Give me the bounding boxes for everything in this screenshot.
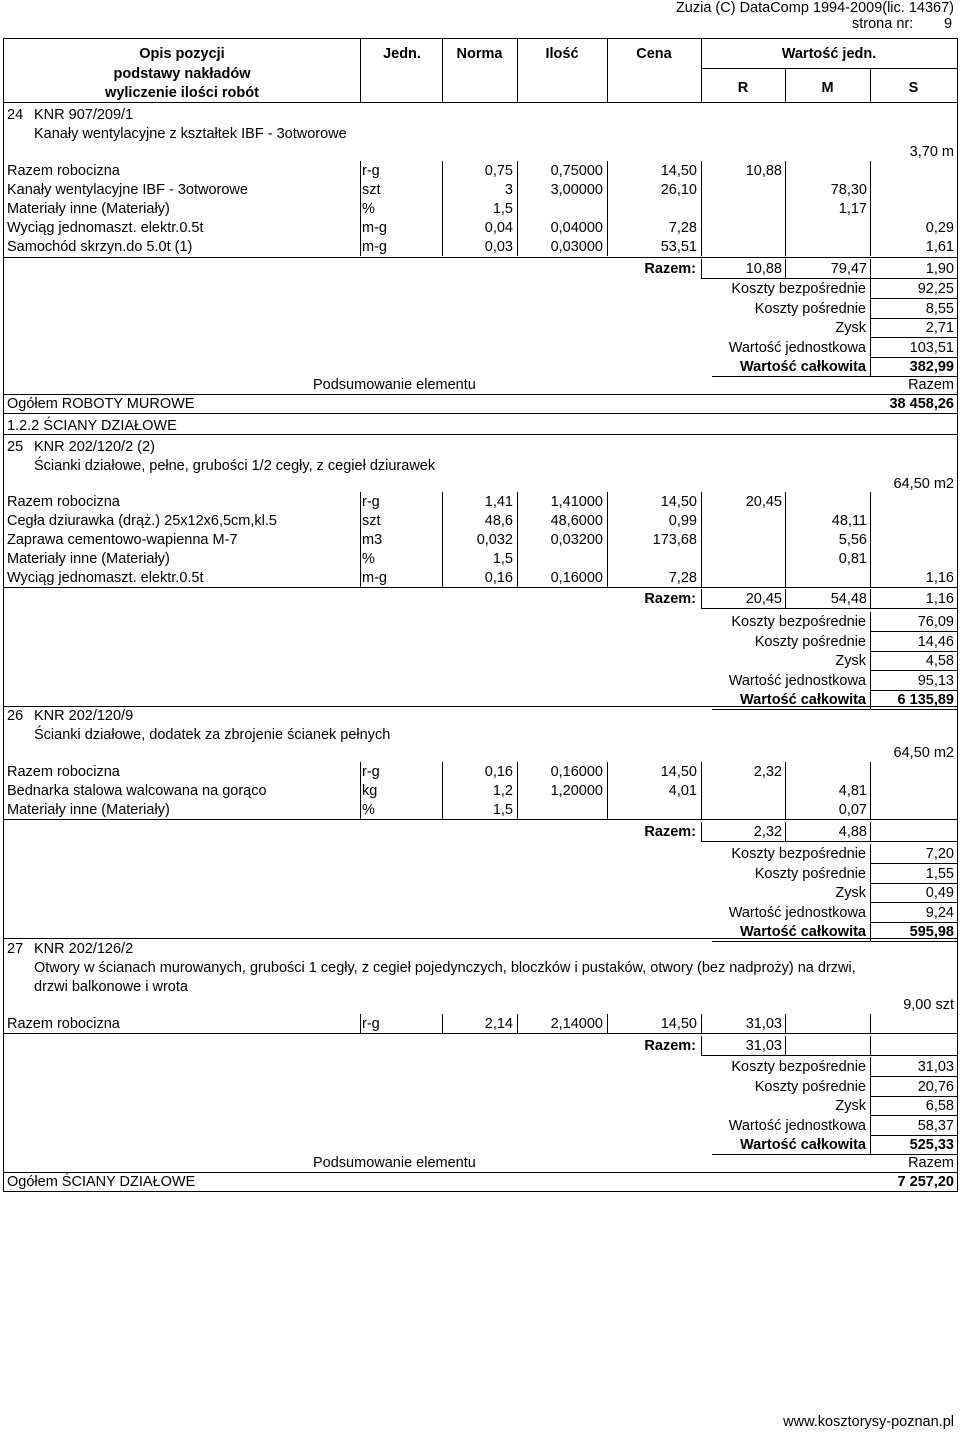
item-norma: 48,6 [484,513,513,529]
item-norma: 0,16 [484,570,513,586]
razem-r: 2,32 [753,824,782,840]
grid-line [870,762,871,819]
item-ilosc: 2,14000 [550,1016,603,1032]
razem-label: Razem: [644,824,696,840]
item-name: Razem robocizna [7,1016,120,1032]
summary-value: 382,99 [909,359,954,375]
summary-label: Wartość całkowita [740,924,866,940]
header-cena: Cena [636,46,672,62]
item-r: 10,88 [745,163,782,179]
grid-line [360,38,361,102]
item-name: Materiały inne (Materiały) [7,802,170,818]
item-name: Materiały inne (Materiały) [7,551,170,567]
position-code: KNR 202/126/2 [34,941,134,957]
program-info: Zuzia (C) DataComp 1994-2009(lic. 14367) [675,0,954,16]
header-wartosc: Wartość jedn. [781,46,877,62]
summary-label: Wartość jednostkowa [728,1117,866,1134]
grid-line [517,161,518,256]
item-name: Razem robocizna [7,163,120,179]
item-unit: % [362,551,375,567]
item-ilosc: 1,41000 [550,494,603,510]
header-jedn: Jedn. [383,46,421,62]
grid-line [360,762,361,819]
grid-line [870,589,871,608]
rule-line [3,102,958,103]
ogolem-value: 38 458,26 [889,396,954,412]
position-description: drzwi balkonowe i wrota [34,979,188,995]
item-m: 48,11 [831,513,867,529]
grid-line [785,259,786,278]
rule-line [701,841,958,842]
razem-m: 4,88 [838,824,867,840]
grid-line [870,651,871,670]
summary-value: 595,98 [909,924,954,940]
grid-line [607,161,608,256]
item-norma: 0,16 [484,764,513,780]
item-m: 5,56 [838,532,867,548]
summary-label: Koszty bezpośrednie [731,1059,866,1075]
item-cena: 53,51 [660,239,697,255]
summary-value: 76,09 [917,614,954,630]
position-description: Ścianki działowe, dodatek za zbrojenie ścianek pełnych [34,727,391,743]
item-unit: r-g [362,1016,380,1032]
grid-line [870,864,871,883]
summary-label: Koszty pośrednie [754,633,866,650]
footer-url: www.kosztorysy-poznan.pl [783,1414,954,1430]
grid-line [785,762,786,819]
razem-r: 10,88 [745,261,782,277]
summary-value: 7,20 [925,846,954,862]
item-ilosc: 1,20000 [550,783,603,799]
header-m: M [821,80,834,96]
summary-value: 14,46 [917,633,954,650]
grid-line [442,762,443,819]
item-norma: 1,2 [492,783,513,799]
summary-label: Koszty bezpośrednie [731,846,866,862]
summary-value: 1,55 [925,865,954,882]
item-name: Samochód skrzyn.do 5.0t (1) [7,239,193,255]
rule-line [3,413,958,414]
position-number: 26 [7,708,24,724]
summary-value: 9,24 [925,904,954,921]
grid-line [607,762,608,819]
position-quantity: 9,00 szt [903,997,954,1013]
grid-line [517,38,518,102]
summary-value: 2,71 [925,320,954,336]
item-cena: 0,99 [668,513,697,529]
item-norma: 1,5 [492,802,513,818]
item-ilosc: 48,6000 [550,513,603,529]
position-description: Ścianki działowe, pełne, grubości 1/2 cegły, z cegieł dziurawek [34,458,436,474]
grid-line [3,38,4,1192]
item-unit: r-g [362,764,380,780]
item-unit: m-g [362,220,387,236]
rule-line [701,278,958,279]
summary-value: 8,55 [925,300,954,317]
grid-line [785,589,786,608]
summary-value: 0,49 [925,885,954,901]
grid-line [785,1036,786,1055]
summary-value: 6 135,89 [897,692,954,708]
summary-value: 31,03 [917,1059,954,1075]
grid-line [870,883,871,902]
grid-line [785,1014,786,1033]
position-description: Otwory w ścianach murowanych, grubości 1 cegły, z cegieł pojedynczych, bloczków i pustaków, otwory (bez nadproży) na drzwi, [34,960,856,976]
item-ilosc: 3,00000 [550,182,603,198]
item-ilosc: 0,16000 [550,764,603,780]
item-name: Cegła dziurawka (drąż.) 25x12x6,5cm,kl.5 [7,513,277,529]
summary-label: Wartość jednostkowa [728,339,866,356]
grid-line [517,1014,518,1033]
summary-element-razem: Razem [908,377,954,393]
item-unit: r-g [362,494,380,510]
item-m: 0,07 [838,802,867,818]
summary-value: 6,58 [925,1098,954,1114]
item-name: Wyciąg jednomaszt. elektr.0.5t [7,220,204,236]
header-norma: Norma [456,46,503,62]
item-name: Razem robocizna [7,764,120,780]
header-opis-l1: Opis pozycji [139,46,225,62]
item-s: 1,16 [925,570,954,586]
summary-value: 58,37 [917,1117,954,1134]
item-unit: szt [362,182,381,198]
grid-line [870,903,871,922]
rule-line [712,941,870,942]
item-m: 4,81 [838,783,867,799]
item-norma: 1,41 [484,494,513,510]
header-ilosc: Ilość [545,46,579,62]
grid-line [870,671,871,690]
item-name: Materiały inne (Materiały) [7,201,170,217]
item-name: Kanały wentylacyjne IBF - 3otworowe [7,182,248,198]
summary-label: Wartość całkowita [740,692,866,708]
item-cena: 4,01 [668,783,697,799]
summary-value: 525,33 [909,1137,954,1153]
item-unit: % [362,802,375,818]
grid-line [785,161,786,256]
item-cena: 14,50 [660,1016,697,1032]
item-m: 1,17 [838,201,867,217]
grid-line [442,38,443,102]
position-quantity: 64,50 m2 [893,745,954,761]
rule-line [3,257,958,258]
razem-r: 20,45 [745,591,782,607]
item-r: 31,03 [745,1016,782,1032]
item-name: Razem robocizna [7,494,120,510]
position-number: 25 [7,439,24,455]
summary-label: Koszty bezpośrednie [731,281,866,297]
grid-line [442,161,443,256]
item-cena: 14,50 [660,494,697,510]
summary-label: Koszty bezpośrednie [731,614,866,630]
grid-line [870,612,871,631]
grid-line [517,762,518,819]
grid-line [701,259,702,278]
ogolem-value: 7 257,20 [897,1174,954,1190]
grid-line [870,259,871,278]
item-norma: 0,75 [484,163,513,179]
summary-label: Koszty pośrednie [754,1078,866,1095]
summary-value: 4,58 [925,653,954,669]
razem-label: Razem: [644,1038,696,1054]
position-number: 27 [7,941,24,957]
item-unit: m-g [362,239,387,255]
ogolem-label: Ogółem ROBOTY MUROWE [7,396,195,412]
item-unit: r-g [362,163,380,179]
grid-line [870,1014,871,1033]
summary-label: Wartość całkowita [740,359,866,375]
item-m: 0,81 [838,551,867,567]
item-norma: 3 [504,182,513,198]
rule-line [3,1191,958,1192]
rule-line [3,587,958,588]
grid-line [360,1014,361,1033]
rule-line [3,1033,958,1034]
rule-line [870,709,958,710]
position-code: KNR 907/209/1 [34,107,134,123]
grid-line [957,38,958,1192]
item-ilosc: 0,03000 [550,239,603,255]
item-unit: kg [362,783,378,799]
item-cena: 7,28 [668,570,697,586]
item-unit: m3 [362,532,383,548]
rule-line [701,68,958,69]
ogolem-label: Ogółem ŚCIANY DZIAŁOWE [7,1174,196,1190]
summary-value: 103,51 [909,339,954,356]
grid-line [785,822,786,841]
item-ilosc: 0,03200 [550,532,603,548]
position-code: KNR 202/120/9 [34,708,134,724]
position-code: KNR 202/120/2 (2) [34,439,155,455]
rule-line [712,376,870,377]
rule-line [701,608,958,609]
summary-label: Zysk [835,885,866,901]
item-unit: m-g [362,570,387,586]
grid-line [870,318,871,337]
grid-line [870,1077,871,1096]
rule-line [3,38,958,39]
grid-line [701,1036,702,1055]
summary-value: 95,13 [917,672,954,689]
position-description: Kanały wentylacyjne z kształtek IBF - 3otworowe [34,126,347,142]
item-ilosc: 0,75000 [550,163,603,179]
summary-label: Zysk [835,1098,866,1114]
item-norma: 1,5 [492,201,513,217]
item-ilosc: 0,16000 [550,570,603,586]
rule-line [3,819,958,820]
grid-line [870,1116,871,1135]
item-norma: 2,14 [484,1016,513,1032]
grid-line [870,1036,871,1055]
summary-label: Koszty pośrednie [754,865,866,882]
grid-line [607,492,608,587]
razem-r: 31,03 [745,1038,782,1054]
header-r: R [737,80,749,96]
item-r: 2,32 [753,764,782,780]
item-name: Zaprawa cementowo-wapienna M-7 [7,532,238,548]
grid-line [870,279,871,298]
item-s: 0,29 [925,220,954,236]
summary-element-razem: Razem [908,1155,954,1171]
summary-label: Koszty pośrednie [754,300,866,317]
header-opis-l2: podstawy nakładów [113,66,251,82]
grid-line [442,492,443,587]
grid-line [607,1014,608,1033]
razem-label: Razem: [644,591,696,607]
grid-line [701,38,702,102]
position-number: 24 [7,107,24,123]
summary-value: 92,25 [917,281,954,297]
grid-line [870,68,871,102]
item-cena: 14,50 [660,764,697,780]
grid-line [870,844,871,863]
grid-line [870,492,871,587]
razem-label: Razem: [644,261,696,277]
item-m: 78,30 [830,182,867,198]
item-ilosc: 0,04000 [550,220,603,236]
grid-line [785,492,786,587]
summary-label: Wartość całkowita [740,1137,866,1153]
summary-element-title: Podsumowanie elementu [313,1155,476,1171]
header-opis-l3: wyliczenie ilości robót [105,85,259,101]
grid-line [870,161,871,256]
item-unit: % [362,201,375,217]
grid-line [701,1014,702,1033]
item-name: Bednarka stalowa walcowana na gorąco [7,783,267,799]
grid-line [701,762,702,819]
razem-s: 1,90 [925,261,954,277]
grid-line [870,632,871,651]
summary-label: Wartość jednostkowa [728,672,866,689]
razem-m: 54,48 [830,591,867,607]
grid-line [360,161,361,256]
position-quantity: 3,70 m [909,144,954,160]
page-number: 9 [944,16,953,32]
razem-s: 1,16 [925,591,954,607]
item-r: 20,45 [745,494,782,510]
grid-line [517,492,518,587]
summary-element-title: Podsumowanie elementu [313,377,476,393]
grid-line [870,1057,871,1076]
item-norma: 1,5 [492,551,513,567]
item-s: 1,61 [925,239,954,255]
item-norma: 0,04 [484,220,513,236]
grid-line [785,68,786,102]
item-unit: szt [362,513,381,529]
rule-line [712,709,870,710]
position-quantity: 64,50 m2 [893,476,954,492]
grid-line [870,1135,871,1154]
summary-label: Zysk [835,653,866,669]
grid-line [701,492,702,587]
grid-line [870,338,871,357]
page-label: strona nr: [852,16,914,32]
summary-label: Wartość jednostkowa [728,904,866,921]
header-s: S [908,80,919,96]
rule-line [701,1055,958,1056]
razem-m: 79,47 [830,261,867,277]
item-cena: 7,28 [668,220,697,236]
grid-line [701,161,702,256]
grid-line [870,822,871,841]
item-cena: 173,68 [652,532,697,548]
grid-line [701,822,702,841]
grid-line [360,492,361,587]
item-cena: 26,10 [660,182,697,198]
grid-line [870,357,871,376]
item-name: Wyciąg jednomaszt. elektr.0.5t [7,570,204,586]
grid-line [870,299,871,318]
grid-line [870,1096,871,1115]
summary-label: Zysk [835,320,866,336]
rule-line [712,1154,870,1155]
rule-line [870,941,958,942]
item-cena: 14,50 [660,163,697,179]
item-norma: 0,032 [476,532,513,548]
item-norma: 0,03 [484,239,513,255]
grid-line [607,38,608,102]
chapter-heading: 1.2.2 ŚCIANY DZIAŁOWE [7,418,177,434]
grid-line [701,589,702,608]
summary-value: 20,76 [917,1078,954,1095]
grid-line [442,1014,443,1033]
